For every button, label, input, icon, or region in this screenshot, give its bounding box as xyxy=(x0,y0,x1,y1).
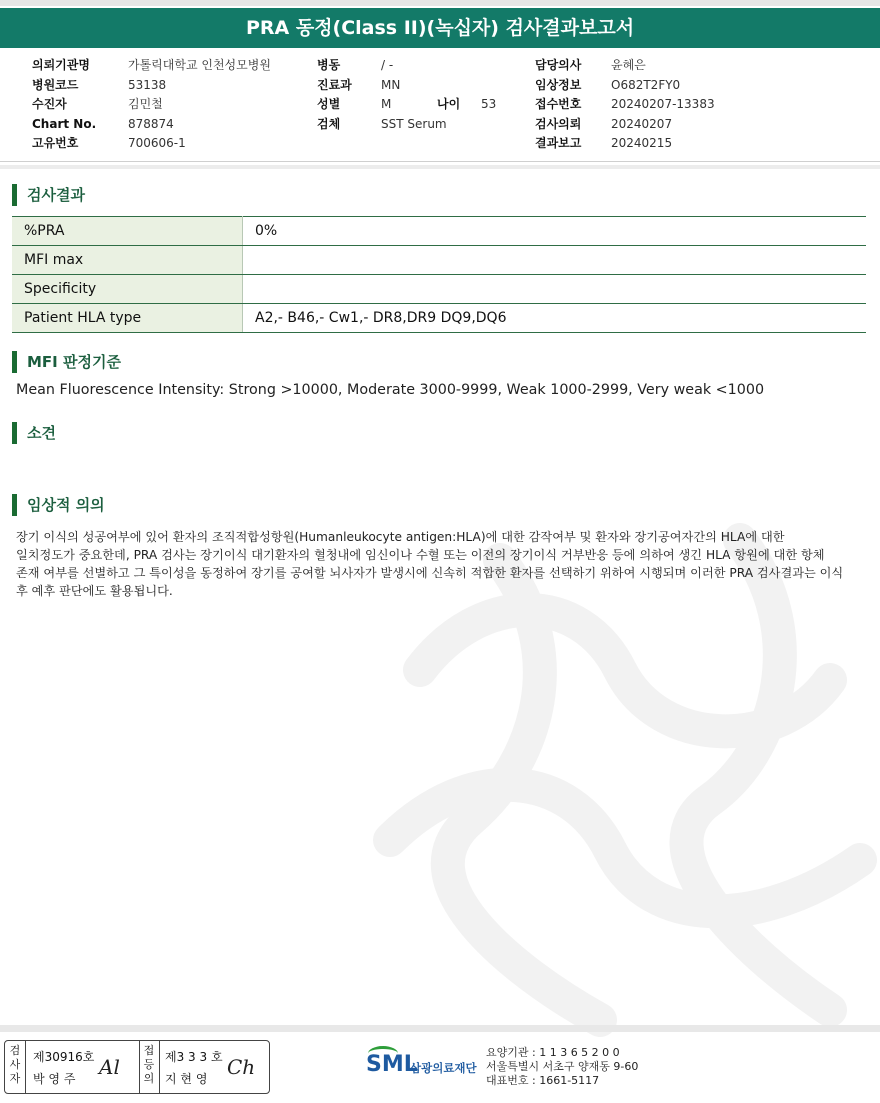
info-row-report-date xyxy=(535,134,715,154)
info-row-sex-age xyxy=(317,95,496,115)
info-value: M xyxy=(381,97,392,111)
info-label: 수진자 xyxy=(32,97,67,111)
info-label: 접수번호 xyxy=(535,97,582,111)
clinical-line: 장기 이식의 성공여부에 있어 환자의 조직적합성항원(Humanleukocyte antigen:HLA)에 대한 감작여부 및 환자와 장기공여자간의 HLA에 대한 xyxy=(16,530,785,544)
result-value xyxy=(243,246,867,275)
age-label: 나이 xyxy=(437,97,461,111)
foundation-name: 삼광의료재단 xyxy=(410,1061,477,1075)
contact-info xyxy=(486,1046,638,1088)
table-row xyxy=(12,275,866,304)
result-label: Specificity xyxy=(12,275,243,304)
info-row-clinical-info xyxy=(535,76,715,96)
contact-line: 서울특별시 서초구 양재동 9-60 xyxy=(486,1060,639,1073)
info-label: 임상정보 xyxy=(535,77,582,92)
results-table xyxy=(12,216,866,333)
info-row-unique-id xyxy=(32,134,271,154)
footer-divider xyxy=(0,1025,880,1032)
signature-box xyxy=(4,1040,270,1094)
table-row xyxy=(12,304,866,333)
info-label: 결과보고 xyxy=(535,136,582,150)
info-row-ward xyxy=(317,56,496,76)
info-value: 20240215 xyxy=(611,136,673,150)
info-label: 병원코드 xyxy=(32,77,79,92)
result-value: A2,- B46,- Cw1,- DR8,DR9 DQ9,DQ6 xyxy=(243,304,867,333)
info-value: 윤혜은 xyxy=(611,58,646,72)
info-row-chart-no xyxy=(32,115,271,135)
info-row-department xyxy=(317,76,496,96)
info-value: 700606-1 xyxy=(128,136,186,150)
result-label: MFI max xyxy=(12,246,243,275)
divider xyxy=(139,1041,140,1093)
contact-line: 대표번호 : 1661-5117 xyxy=(486,1074,600,1087)
tester-label: 검사자 xyxy=(9,1044,21,1085)
section-heading-mfi: MFI 판정기준 xyxy=(12,351,121,373)
info-row-receipt-no xyxy=(535,95,715,115)
info-label: 의뢰기관명 xyxy=(32,58,90,72)
header-divider-band xyxy=(0,165,880,169)
result-label: Patient HLA type xyxy=(12,304,243,333)
info-value: SST Serum xyxy=(381,116,447,131)
info-row-hospital-code xyxy=(32,76,271,96)
table-row xyxy=(12,217,866,246)
info-row-doctor xyxy=(535,56,715,76)
info-label: 담당의사 xyxy=(535,58,582,72)
divider xyxy=(25,1041,26,1093)
info-value: 53138 xyxy=(128,77,167,92)
approver-label: 접등의 xyxy=(143,1044,155,1085)
info-row-request-date xyxy=(535,115,715,135)
header-divider xyxy=(0,161,880,162)
age-value: 53 xyxy=(481,97,497,111)
approver-license-no: 제3 3 3 호 xyxy=(165,1050,223,1064)
info-label: Chart No. xyxy=(32,116,97,131)
info-value: 20240207-13383 xyxy=(611,97,715,111)
section-heading-clinical: 임상적 의의 xyxy=(12,494,105,516)
approver-signature: Ch xyxy=(227,1055,256,1079)
info-row-specimen xyxy=(317,115,496,135)
info-label: 진료과 xyxy=(317,77,352,92)
report-title: PRA 동정(Class II)(녹십자) 검사결과보고서 xyxy=(0,8,880,48)
clinical-significance-text xyxy=(16,528,866,600)
info-column-3 xyxy=(535,56,715,154)
info-value: 878874 xyxy=(128,116,174,131)
tester-license-no: 제30916호 xyxy=(33,1050,95,1064)
section-heading-results: 검사결과 xyxy=(12,184,85,206)
info-value: MN xyxy=(381,77,401,92)
divider xyxy=(159,1041,160,1093)
info-label: 검체 xyxy=(317,116,341,131)
info-value: 김민철 xyxy=(128,97,163,111)
info-value: O682T2FY0 xyxy=(611,77,681,92)
approver-name: 지 현 영 xyxy=(165,1072,208,1086)
result-value: 0% xyxy=(243,217,867,246)
clinical-line: 후 예후 판단에도 활용됩니다. xyxy=(16,584,173,598)
top-divider xyxy=(0,0,880,6)
info-value: / - xyxy=(381,58,394,72)
info-label: 검사의뢰 xyxy=(535,116,582,131)
info-row-institution xyxy=(32,56,271,76)
clinical-line: 일치정도가 중요한데, PRA 검사는 장기이식 대기환자의 혈청내에 임신이나 수혈 또는 이전의 장기이식 거부반응 등에 의하여 생긴 HLA 항원에 대한 항체 xyxy=(16,548,825,562)
result-label: %PRA xyxy=(12,217,243,246)
tester-signature: Al xyxy=(99,1055,120,1079)
info-label: 고유번호 xyxy=(32,136,79,150)
tester-name: 박 영 주 xyxy=(33,1072,76,1086)
info-value: 20240207 xyxy=(611,116,673,131)
info-label: 병동 xyxy=(317,58,341,72)
info-column-2 xyxy=(317,56,496,134)
section-heading-opinion: 소견 xyxy=(12,422,56,444)
info-row-patient xyxy=(32,95,271,115)
clinical-line: 존재 여부를 선별하고 그 특이성을 동정하여 장기를 공여할 뇌사자가 발생시에 신속히 적합한 환자를 선택하기 위하여 시행되며 이러한 PRA 검사결과는 이식 xyxy=(16,566,844,580)
info-value: 가톨릭대학교 인천성모병원 xyxy=(128,58,271,72)
info-label: 성별 xyxy=(317,97,341,111)
table-row xyxy=(12,246,866,275)
mfi-criteria-text: Mean Fluorescence Intensity: Strong >10000, Moderate 3000-9999, Weak 1000-2999, Very weak <1000 xyxy=(16,382,765,398)
contact-line: 요양기관 : 1 1 3 6 5 2 0 0 xyxy=(486,1046,620,1059)
result-value xyxy=(243,275,867,304)
info-column-1 xyxy=(32,56,271,154)
logo-text: SML xyxy=(366,1052,418,1077)
